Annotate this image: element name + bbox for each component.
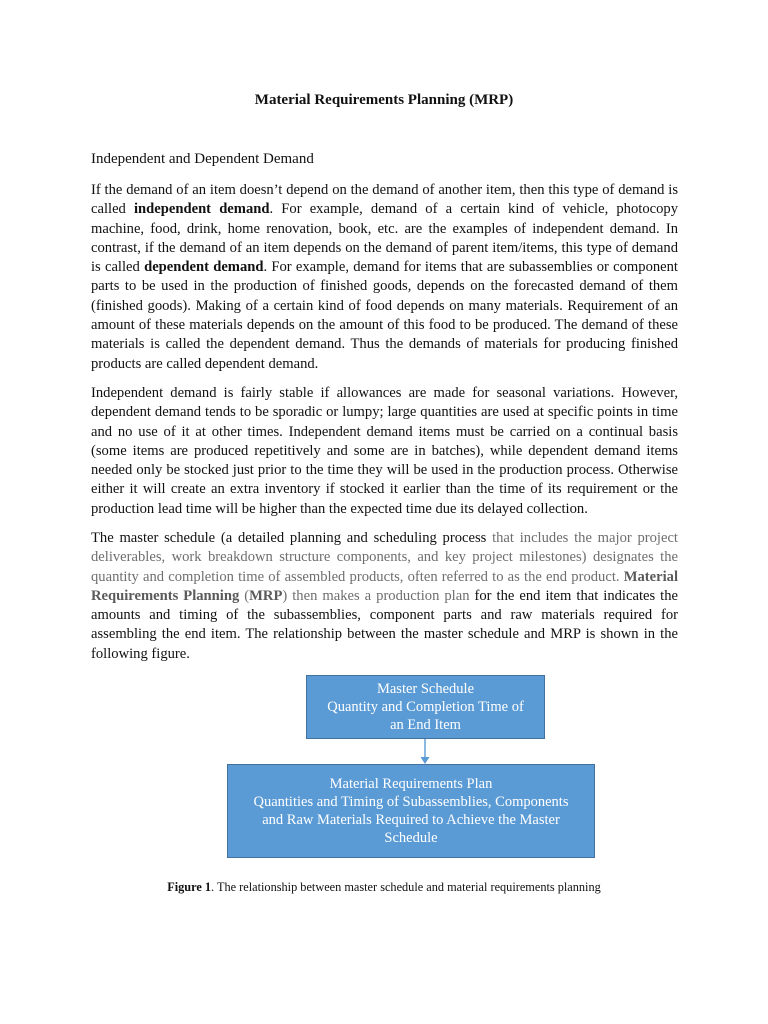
mrp-box-line: Schedule — [384, 830, 438, 846]
p1-text-c: . For example, demand of a certain kind of vehicle, photocopy machine, food, drink, home renovation, book, etc. are the examples of independent demand. In contrast, if the demand of an item depends on the demand of parent item/items, this type of demand is called — [91, 201, 678, 276]
p3-text-b: that includes the major project deliverables, work breakdown structure components, and key project milestones) designates the quantity and completion time of assembled products, often referred to as the end product. — [91, 530, 678, 585]
section-heading: Independent and Dependent Demand — [91, 151, 314, 167]
p3-term-mrp-full: Material Requirements Planning — [91, 568, 678, 604]
paragraph-demand-stability: Independent demand is fairly stable if allowances are made for seasonal variations. However, dependent demand tends to be sporadic or lumpy; large quantities are used at specific points in time and no use of it at other times. Independent demand items must be carried on a continual basis (some items are produced repetitively and some are in batches), while dependent demand items needed only be stocked just prior to the time they will be used in the production process. Otherwise either it will create an extra inventory if stocked it earlier than the time of its requirement or the production lead time will be higher than the expected time due its delayed collection. — [91, 385, 678, 517]
p3-text-g: for the end item that indicates the amounts and timing of the subassemblies, component parts and raw materials required for assembling the end item. The relationship between the master schedule and MRP is shown in the following figure. — [91, 587, 678, 662]
p1-text-e: . For example, demand for items that are subassemblies or component parts to be used in the production of finished goods, depends on the forecasted demand of them (finished goods). Making of a certain kind of food depends on many materials. Requirement of an amount of these materials depends on the amount of this food to be produced. The demand of these materials is called the dependent demand. Thus the demands of materials for producing finished products are called dependent demand. — [91, 259, 678, 372]
p3-term-mrp: MRP — [249, 587, 283, 604]
p1-text-a: If the demand of an item doesn’t depend on the demand of another item, then this type of demand is called — [91, 182, 678, 218]
flow-arrow-icon — [419, 739, 431, 765]
mrp-box-line: Material Requirements Plan — [329, 776, 493, 792]
p3-text-f: ) then makes a production plan — [282, 587, 475, 604]
master-schedule-box-line: an End Item — [390, 717, 461, 733]
figure-caption — [0, 880, 768, 895]
p3-text-a: The master schedule (a detailed planning and scheduling process — [91, 530, 493, 546]
document-title: Material Requirements Planning (MRP) — [254, 92, 514, 108]
master-schedule-box — [306, 675, 545, 739]
figure-caption-text: . The relationship between master schedule and material requirements planning — [211, 880, 601, 894]
mrp-box-line: Quantities and Timing of Subassemblies, Components — [253, 794, 569, 810]
mrp-box-line: and Raw Materials Required to Achieve the Master — [262, 812, 560, 828]
paragraph-master-schedule — [91, 529, 678, 664]
p1-term-independent: independent demand — [134, 201, 270, 218]
p1-term-dependent: dependent demand — [144, 259, 264, 276]
figure-caption-label: Figure 1 — [167, 880, 212, 894]
material-requirements-plan-box — [227, 764, 595, 858]
paragraph-demand-types — [91, 181, 678, 374]
p3-text-d: ( — [239, 587, 250, 604]
master-schedule-box-line: Quantity and Completion Time of — [327, 699, 524, 715]
master-schedule-box-line: Master Schedule — [376, 681, 475, 697]
